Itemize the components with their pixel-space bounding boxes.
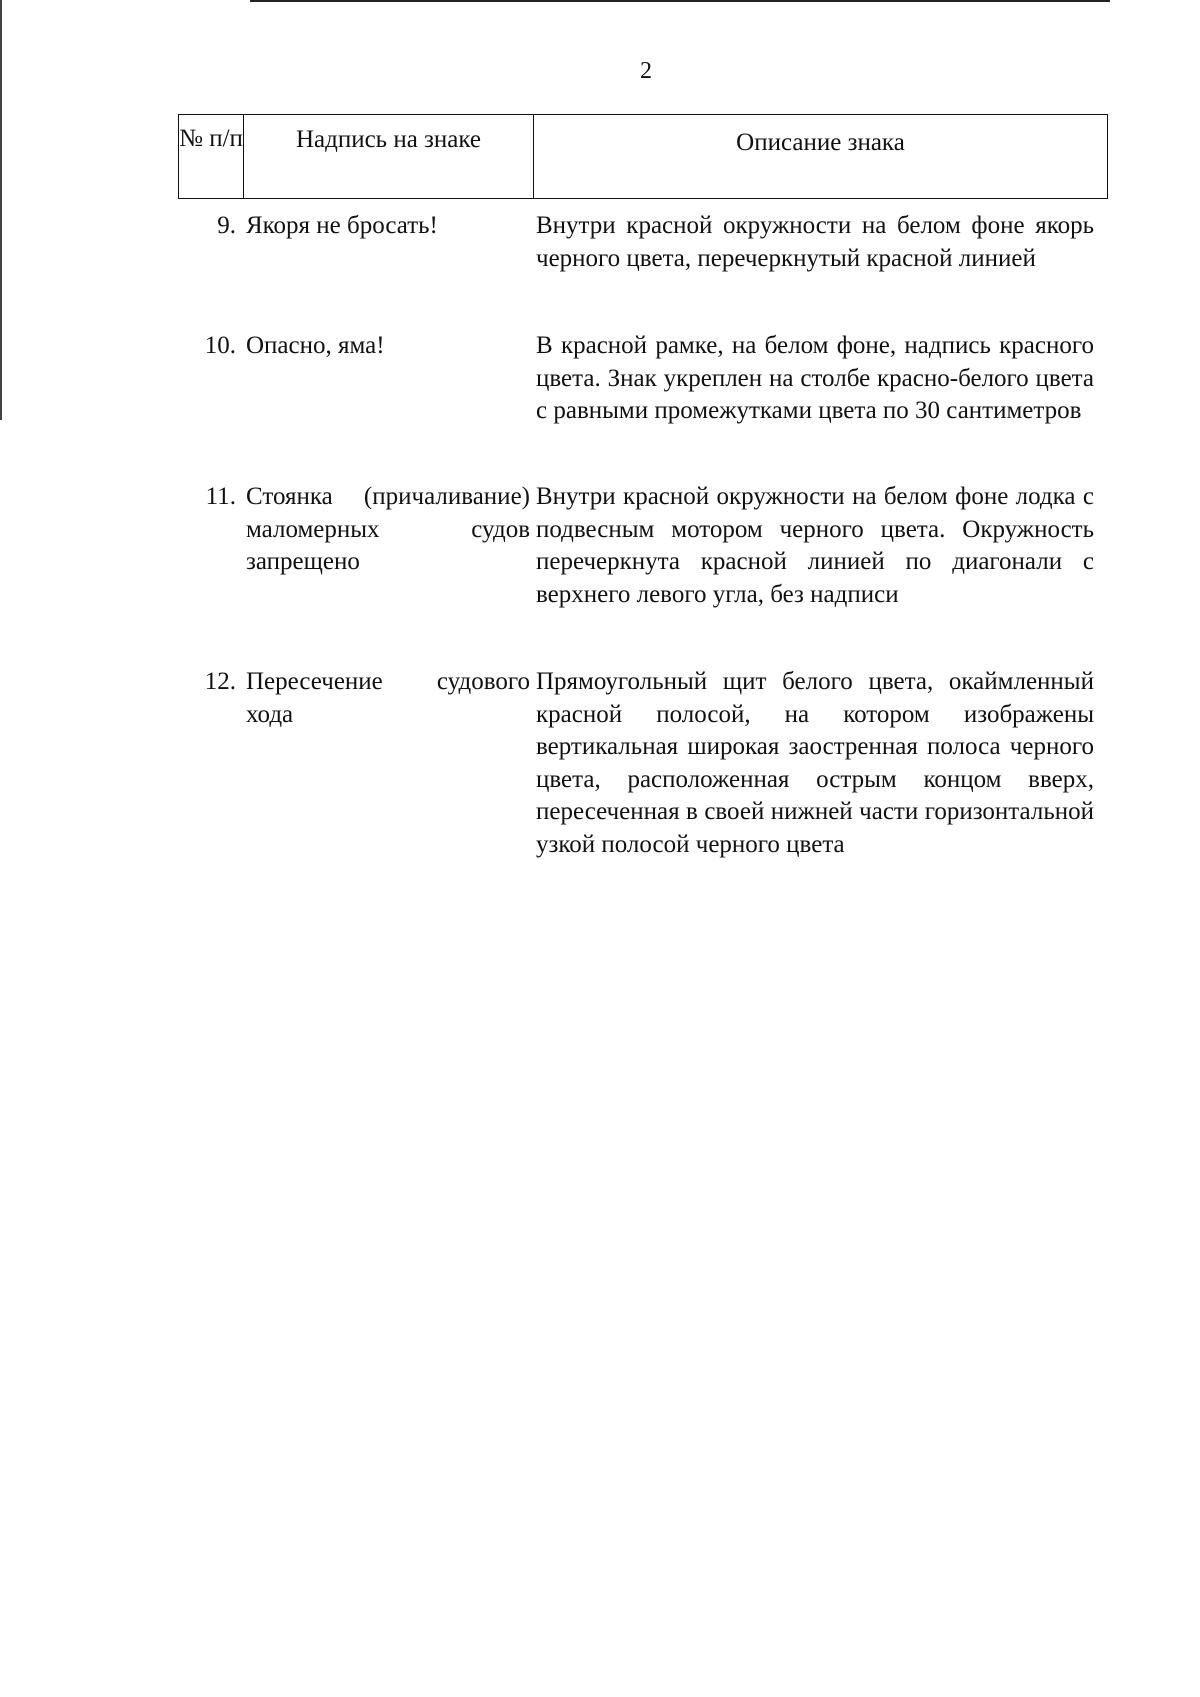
row-inscription: Пересечение судового хода <box>246 668 530 728</box>
header-description: Описание знака <box>736 129 905 156</box>
table-header <box>178 114 1108 199</box>
page-number: 2 <box>640 58 652 84</box>
row-number: 10. <box>204 332 236 359</box>
row-inscription: Стоянка (причаливание) маломерных судов запрещено <box>246 483 530 575</box>
row-number: 9. <box>217 212 236 239</box>
row-description: Прямоугольный щит белого цвета, окаймленный красной полосой, на котором изображены вертикальная широкая заостренная полоса черного цвета, расположенная острым концом вверх, пересеченная в своей нижней части горизонтальной узкой полосой черного цвета <box>536 668 1094 858</box>
row-number: 11. <box>205 483 236 510</box>
row-inscription: Якоря не бросать! <box>246 212 438 239</box>
row-description: Внутри красной окружности на белом фоне лодка с подвесным мотором черного цвета. Окружность перечеркнута красной линией по диагонали с верхнего левого угла, без надписи <box>536 483 1094 608</box>
row-number: 12. <box>204 668 236 695</box>
row-description: В красной рамке, на белом фоне, надпись красного цвета. Знак укреплен на столбе красно-белого цвета с равными промежутками цвета по 30 сантиметров <box>536 332 1094 424</box>
scan-top-border <box>250 0 1110 2</box>
header-number: № п/п <box>179 115 244 198</box>
row-inscription: Опасно, яма! <box>246 332 385 359</box>
row-description: Внутри красной окружности на белом фоне якорь черного цвета, перечеркнутый красной линией <box>536 212 1094 272</box>
header-inscription: Надпись на знаке <box>244 115 534 198</box>
scan-left-edge <box>0 0 2 420</box>
